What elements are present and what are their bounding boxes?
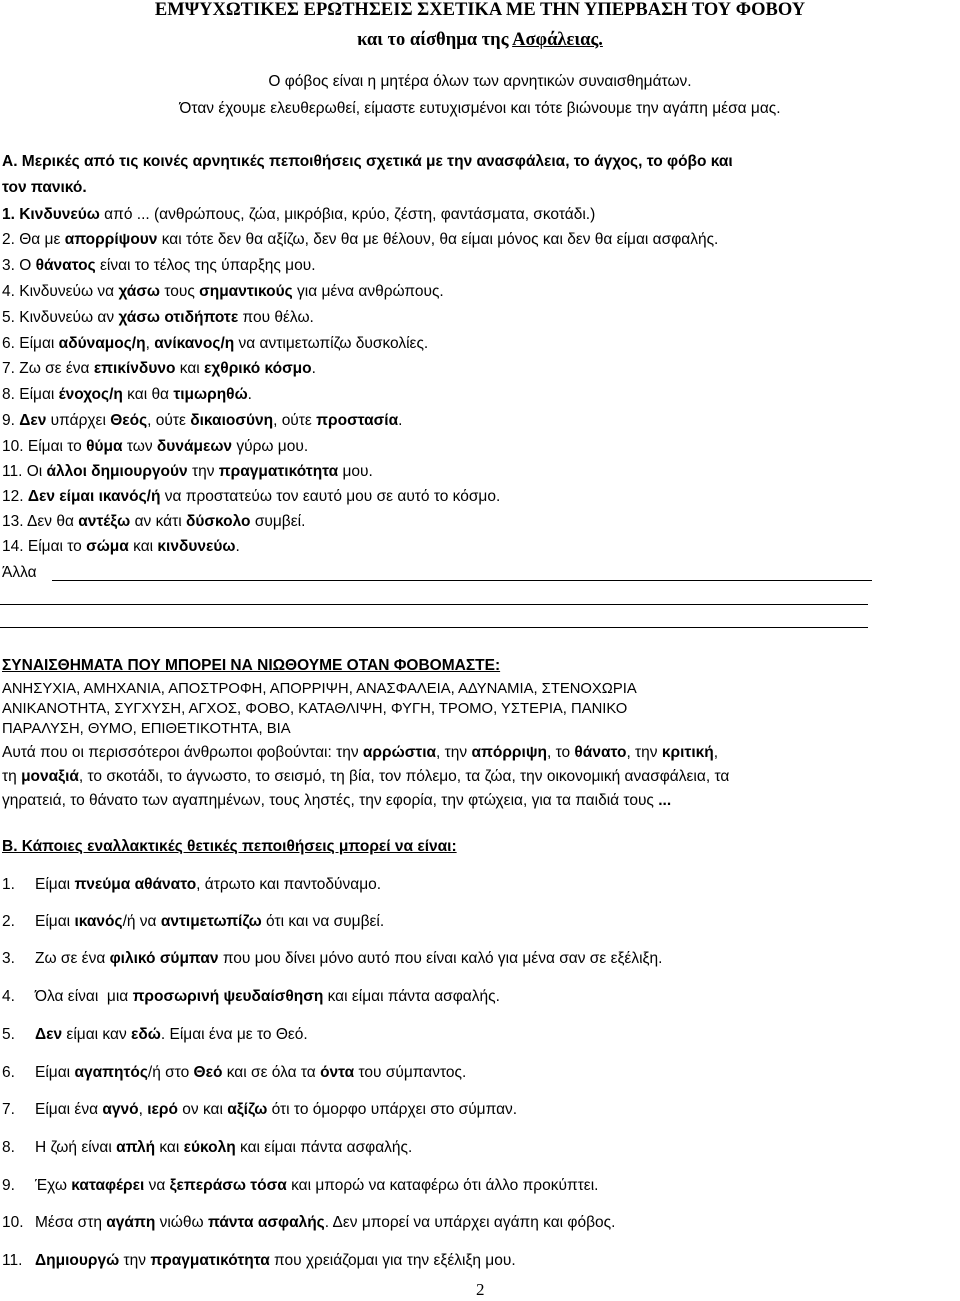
list-item: 3. Ο θάνατος είναι το τέλος της ύπαρξης μου. bbox=[2, 257, 316, 274]
list-item: 11. Δημιουργώ την πραγματικότητα που χρειάζομαι για την εξέλιξη μου. bbox=[2, 1252, 516, 1269]
title-underlined-word: Ασφάλειας. bbox=[512, 30, 603, 50]
list-item: 1. Είμαι πνεύμα αθάνατο, άτρωτο και παντοδύναμο. bbox=[2, 876, 382, 893]
list-item: 1. Κινδυνεύω από ... (ανθρώπους, ζώα, μικρόβια, κρύο, ζέστη, φαντάσματα, σκοτάδι.) bbox=[2, 206, 596, 223]
list-item: 3. Ζω σε ένα φιλικό σύμπαν που μου δίνει μόνο αυτό που είναι καλό για μένα σαν σε εξέλιξη. bbox=[2, 950, 663, 967]
document-title-line2 bbox=[0, 31, 960, 50]
other-label: Άλλα bbox=[2, 564, 37, 581]
list-item: 6. Είμαι αδύναμος/η, ανίκανος/η να αντιμετωπίζω δυσκολίες. bbox=[2, 335, 429, 352]
list-item: 4. Όλα είναι μια προσωρινή ψευδαίσθηση και είμαι πάντα ασφαλής. bbox=[2, 988, 500, 1005]
list-item: 2. Θα με απορρίψουν και τότε δεν θα αξίζω, δεν θα με θέλουν, θα είμαι μόνος και δεν θα είμαι ασφαλής. bbox=[2, 231, 719, 248]
section-a-heading-line2: τον πανικό. bbox=[2, 179, 87, 196]
fears-line-3: γηρατειά, το θάνατο των αγαπημένων, τους ληστές, την εφορία, την φτώχεια, για τα παιδιά τους ... bbox=[2, 792, 672, 809]
page-number: 2 bbox=[476, 1280, 485, 1299]
list-item: 2. Είμαι ικανός/ή να αντιμετωπίζω ότι και να συμβεί. bbox=[2, 913, 385, 930]
section-b-heading: Β. Κάποιες εναλλακτικές θετικές πεποιθήσεις μπορεί να είναι: bbox=[2, 838, 457, 855]
emotions-line-1: ΑΝΗΣΥΧΙΑ, ΑΜΗΧΑΝΙΑ, ΑΠΟΣΤΡΟΦΗ, ΑΠΟΡΡΙΨΗ, ΑΝΑΣΦΑΛΕΙΑ, ΑΔΥΝΑΜΙΑ, ΣΤΕΝΟΧΩΡΙΑ bbox=[2, 681, 637, 697]
list-item: 8. Είμαι ένοχος/η και θα τιμωρηθώ. bbox=[2, 386, 252, 403]
intro-line-1: Ο φόβος είναι η μητέρα όλων των αρνητικών συναισθημάτων. bbox=[268, 73, 692, 90]
answer-line[interactable] bbox=[0, 604, 868, 605]
other-answer-line[interactable] bbox=[52, 580, 872, 581]
list-item: 10. Είμαι το θύμα των δυνάμεων γύρω μου. bbox=[2, 438, 309, 455]
list-item: 9. Δεν υπάρχει Θεός, ούτε δικαιοσύνη, ούτε προστασία. bbox=[2, 412, 403, 429]
list-item: 9. Έχω καταφέρει να ξεπεράσω τόσα και μπορώ να καταφέρω ότι άλλο προκύπτει. bbox=[2, 1177, 599, 1194]
document-title-line1: ΕΜΨΥΧΩΤΙΚΕΣ ΕΡΩΤΗΣΕΙΣ ΣΧΕΤΙΚΑ ΜΕ ΤΗΝ ΥΠΕΡΒΑΣΗ ΤΟΥ ΦΟΒΟΥ bbox=[154, 0, 806, 20]
list-item: 7. Είμαι ένα αγνό, ιερό ον και αξίζω ότι το όμορφο υπάρχει στο σύμπαν. bbox=[2, 1101, 518, 1118]
emotions-heading: ΣΥΝΑΙΣΘΗΜΑΤΑ ΠΟΥ ΜΠΟΡΕΙ ΝΑ ΝΙΩΘΟΥΜΕ ΟΤΑΝ ΦΟΒΟΜΑΣΤΕ: bbox=[2, 657, 501, 674]
fears-line-2: τη μοναξιά, το σκοτάδι, το άγνωστο, το σεισμό, τη βία, τον πόλεμο, τα ζώα, την οικονομική ανασφάλεια, τα bbox=[2, 768, 730, 785]
answer-line[interactable] bbox=[0, 627, 868, 628]
list-item: 6. Είμαι αγαπητός/ή στο Θεό και σε όλα τα όντα του σύμπαντος. bbox=[2, 1064, 467, 1081]
emotions-line-3: ΠΑΡΑΛΥΣΗ, ΘΥΜΟ, ΕΠΙΘΕΤΙΚΟΤΗΤΑ, ΒΙΑ bbox=[2, 721, 291, 737]
intro-line-2: Όταν έχουμε ελευθερωθεί, είμαστε ευτυχισμένοι και τότε βιώνουμε την αγάπη μέσα μας. bbox=[179, 100, 781, 117]
list-item: 5. Δεν είμαι καν εδώ. Είμαι ένα με το Θεό. bbox=[2, 1026, 308, 1043]
list-item: 4. Κινδυνεύω να χάσω τους σημαντικούς για μένα ανθρώπους. bbox=[2, 283, 444, 300]
list-item: 14. Είμαι το σώμα και κινδυνεύω. bbox=[2, 538, 240, 555]
list-item: 12. Δεν είμαι ικανός/ή να προστατεύω τον εαυτό μου σε αυτό το κόσμο. bbox=[2, 488, 501, 505]
list-item: 5. Κινδυνεύω αν χάσω οτιδήποτε που θέλω. bbox=[2, 309, 314, 326]
emotions-line-2: ΑΝΙΚΑΝΟΤΗΤΑ, ΣΥΓΧΥΣΗ, ΑΓΧΟΣ, ΦΟΒΟ, ΚΑΤΑΘΛΙΨΗ, ΦΥΓΗ, ΤΡΟΜΟ, ΥΣΤΕΡΙΑ, ΠΑΝΙΚΟ bbox=[2, 701, 628, 717]
list-item: 13. Δεν θα αντέξω αν κάτι δύσκολο συμβεί. bbox=[2, 513, 306, 530]
list-item: 11. Οι άλλοι δημιουργούν την πραγματικότητα μου. bbox=[2, 463, 373, 480]
list-item: 8. Η ζωή είναι απλή και εύκολη και είμαι πάντα ασφαλής. bbox=[2, 1139, 413, 1156]
list-item: 7. Ζω σε ένα επικίνδυνο και εχθρικό κόσμο. bbox=[2, 360, 316, 377]
section-a-heading-line1: Α. Μερικές από τις κοινές αρνητικές πεποιθήσεις σχετικά με την ανασφάλεια, το άγχος, το φόβο και bbox=[2, 153, 733, 170]
title-text: και το αίσθημα της bbox=[357, 30, 513, 50]
list-item: 10. Μέσα στη αγάπη νιώθω πάντα ασφαλής. Δεν μπορεί να υπάρχει αγάπη και φόβος. bbox=[2, 1214, 616, 1231]
fears-line-1: Αυτά που οι περισσότεροι άνθρωποι φοβούνται: την αρρώστια, την απόρριψη, το θάνατο, την κριτική, bbox=[2, 744, 719, 761]
